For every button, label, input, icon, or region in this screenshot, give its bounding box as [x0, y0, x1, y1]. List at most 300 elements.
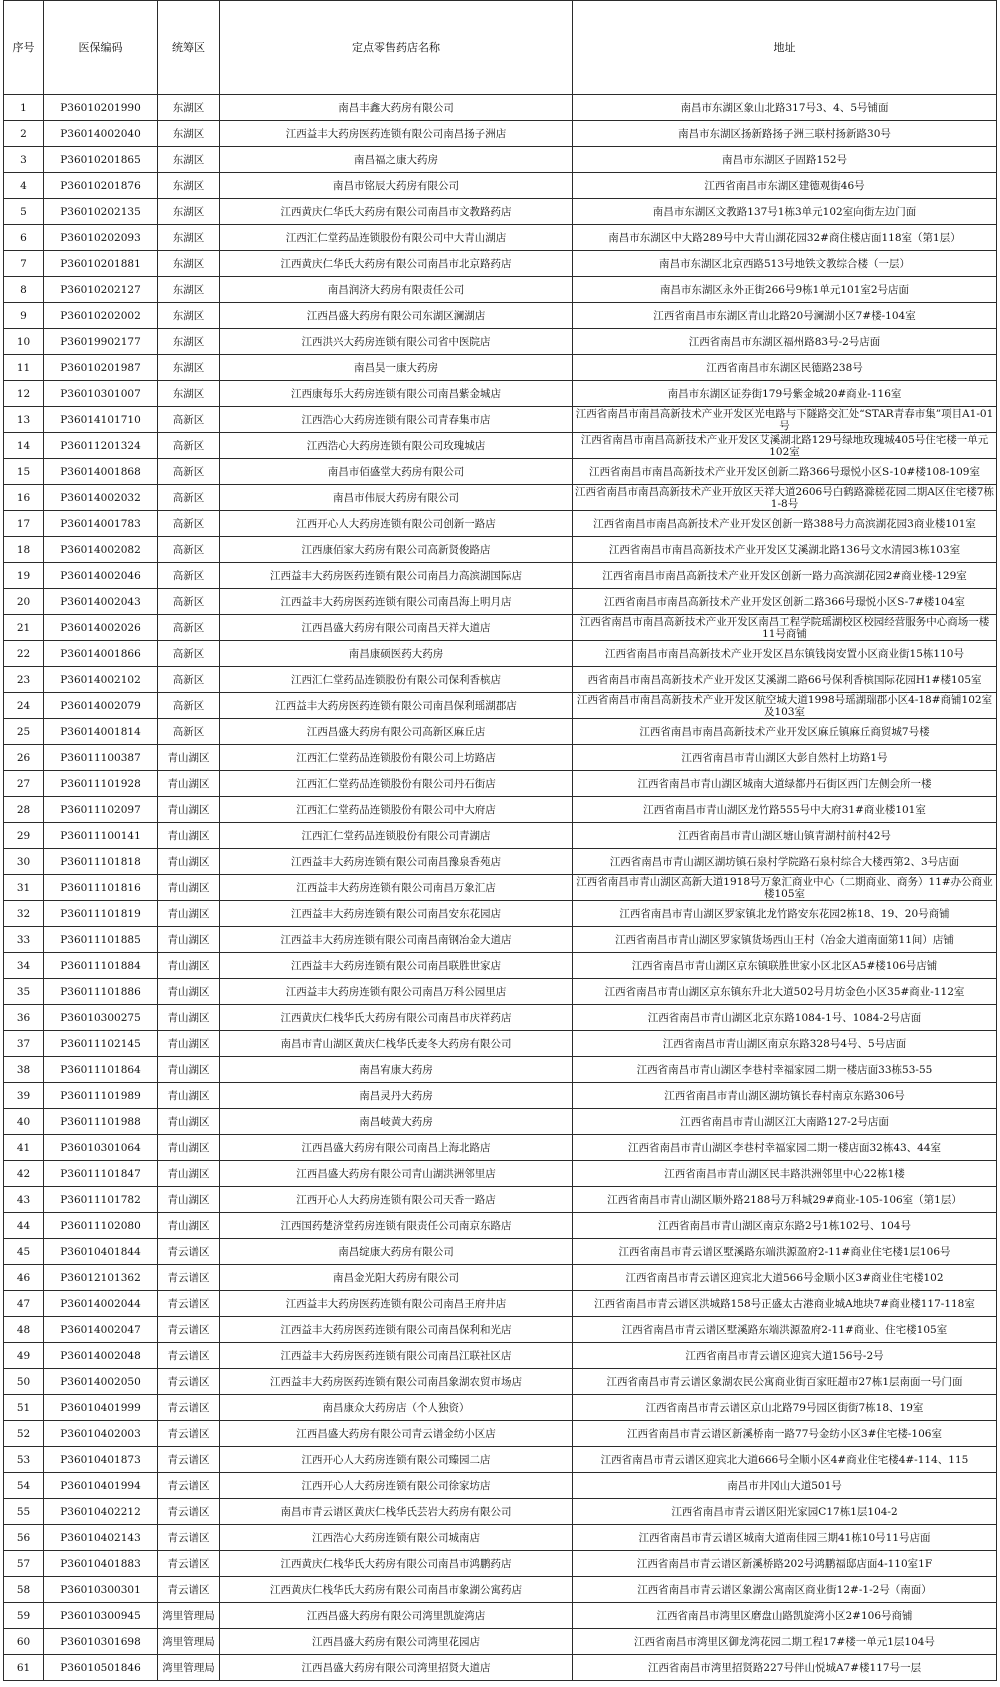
table-row	[4, 1005, 997, 1031]
table-row	[4, 745, 997, 771]
cell-index: 28	[4, 797, 44, 823]
cell-address: 江西省南昌市南昌高新技术产业开放区天祥大道2606号白鹤路滁槎花园二期A区住宅楼7栋1-8号	[573, 485, 997, 511]
cell-district: 高新区	[158, 511, 220, 537]
cell-pharmacy-name: 南昌市青山湖区黄庆仁栈华氏麦冬大药房有限公司	[220, 1031, 573, 1057]
cell-address: 南昌市东湖区象山北路317号3、4、5号铺面	[573, 95, 997, 121]
cell-district: 东湖区	[158, 95, 220, 121]
table-row	[4, 875, 997, 901]
cell-index: 32	[4, 901, 44, 927]
cell-district: 湾里管理局	[158, 1603, 220, 1629]
cell-index: 50	[4, 1369, 44, 1395]
column-header-district: 统筹区	[158, 1, 220, 95]
cell-district: 东湖区	[158, 199, 220, 225]
table-row	[4, 1577, 997, 1603]
cell-district: 青云谱区	[158, 1499, 220, 1525]
table-row	[4, 329, 997, 355]
table-row	[4, 407, 997, 433]
cell-code: P36010401883	[44, 1551, 158, 1577]
table-row	[4, 953, 997, 979]
cell-district: 东湖区	[158, 147, 220, 173]
cell-pharmacy-name: 江西汇仁堂药品连锁股份有限公司青湖店	[220, 823, 573, 849]
cell-code: P36014002043	[44, 589, 158, 615]
cell-address: 江西省南昌市南昌高新技术产业开发区航空城大道1998号瑶湖瑞郡小区4-18#商铺102室及103室	[573, 693, 997, 719]
cell-pharmacy-name: 江西昌盛大药房有限公司湾里花园店	[220, 1629, 573, 1655]
cell-district: 青云谱区	[158, 1239, 220, 1265]
table-row	[4, 849, 997, 875]
cell-pharmacy-name: 江西开心人大药房连锁有限公司徐家坊店	[220, 1473, 573, 1499]
cell-district: 青云谱区	[158, 1577, 220, 1603]
cell-pharmacy-name: 江西黄庆仁华氏大药房有限公司南昌市北京路药店	[220, 251, 573, 277]
cell-district: 高新区	[158, 693, 220, 719]
cell-address: 江西省南昌市南昌高新技术产业开发区麻丘镇麻丘商贸城7号楼	[573, 719, 997, 745]
cell-code: P36010201987	[44, 355, 158, 381]
cell-district: 东湖区	[158, 121, 220, 147]
cell-district: 青云谱区	[158, 1395, 220, 1421]
cell-index: 46	[4, 1265, 44, 1291]
cell-district: 青山湖区	[158, 1005, 220, 1031]
cell-index: 53	[4, 1447, 44, 1473]
cell-address: 江西省南昌市青山湖区民丰路洪洲邻里中心22栋1楼	[573, 1161, 997, 1187]
column-header-code: 医保编码	[44, 1, 158, 95]
cell-code: P36010202002	[44, 303, 158, 329]
cell-index: 1	[4, 95, 44, 121]
table-header	[4, 1, 997, 95]
cell-district: 高新区	[158, 615, 220, 641]
cell-district: 东湖区	[158, 251, 220, 277]
cell-address: 江西省南昌市青山湖区龙竹路555号中大府31#商业楼101室	[573, 797, 997, 823]
cell-pharmacy-name: 江西昌盛大药房有限公司湾里招贤大道店	[220, 1655, 573, 1681]
cell-pharmacy-name: 江西黄庆仁栈华氏大药房有限公司南昌市象湖公寓药店	[220, 1577, 573, 1603]
cell-code: P36010401873	[44, 1447, 158, 1473]
cell-address: 江西省南昌市湾里区御龙湾花园二期工程17#楼一单元1层104号	[573, 1629, 997, 1655]
cell-pharmacy-name: 南昌金光阳大药房有限公司	[220, 1265, 573, 1291]
cell-pharmacy-name: 江西昌盛大药房有限公司东湖区澜湖店	[220, 303, 573, 329]
cell-index: 44	[4, 1213, 44, 1239]
cell-address: 江西省南昌市东湖区青山北路20号澜湖小区7#楼-104室	[573, 303, 997, 329]
cell-code: P36010202093	[44, 225, 158, 251]
cell-pharmacy-name: 江西益丰大药房医药连锁有限公司南昌象湖农贸市场店	[220, 1369, 573, 1395]
cell-code: P36014001866	[44, 641, 158, 667]
cell-address: 江西省南昌市青山湖区李巷村幸福家园二期一楼店面33栋53-55	[573, 1057, 997, 1083]
cell-code: P36011101864	[44, 1057, 158, 1083]
cell-address: 江西省南昌市青山湖区江大南路127-2号店面	[573, 1109, 997, 1135]
cell-index: 4	[4, 173, 44, 199]
table-row	[4, 433, 997, 459]
cell-address: 江西省南昌市东湖区建德观街46号	[573, 173, 997, 199]
cell-code: P36011101928	[44, 771, 158, 797]
table-row	[4, 797, 997, 823]
cell-index: 14	[4, 433, 44, 459]
cell-code: P36014002082	[44, 537, 158, 563]
cell-address: 江西省南昌市青山湖区高新大道1918号万象汇商业中心（二期商业、商务）11#办公商业楼105室	[573, 875, 997, 901]
cell-code: P36011101819	[44, 901, 158, 927]
cell-address: 江西省南昌市青云谱区阳光家园C17栋1层104-2	[573, 1499, 997, 1525]
cell-code: P36010301007	[44, 381, 158, 407]
cell-code: P36011100387	[44, 745, 158, 771]
cell-pharmacy-name: 江西益丰大药房连锁有限公司南昌万象汇店	[220, 875, 573, 901]
table-row	[4, 823, 997, 849]
cell-code: P36010201865	[44, 147, 158, 173]
cell-address: 江西省南昌市青云谱区象湖公寓南区商业街12#-1-2号（南面）	[573, 1577, 997, 1603]
cell-code: P36014001814	[44, 719, 158, 745]
cell-index: 49	[4, 1343, 44, 1369]
cell-district: 东湖区	[158, 381, 220, 407]
cell-address: 江西省南昌市青山湖区南京东路328号4号、5号店面	[573, 1031, 997, 1057]
cell-index: 31	[4, 875, 44, 901]
cell-index: 33	[4, 927, 44, 953]
table-row	[4, 1057, 997, 1083]
cell-district: 青山湖区	[158, 745, 220, 771]
cell-code: P36011101847	[44, 1161, 158, 1187]
cell-index: 61	[4, 1655, 44, 1681]
cell-index: 22	[4, 641, 44, 667]
cell-address: 江西省南昌市青云谱区象湖农民公寓商业街百家旺超市27栋1层南面一号门面	[573, 1369, 997, 1395]
cell-index: 39	[4, 1083, 44, 1109]
cell-code: P36011101885	[44, 927, 158, 953]
cell-district: 青云谱区	[158, 1343, 220, 1369]
cell-pharmacy-name: 江西益丰大药房医药连锁有限公司南昌保利瑶湖郡店	[220, 693, 573, 719]
cell-district: 东湖区	[158, 173, 220, 199]
cell-code: P36011102145	[44, 1031, 158, 1057]
table-row	[4, 121, 997, 147]
table-row	[4, 303, 997, 329]
cell-address: 江西省南昌市青山湖区李巷村幸福家园二期一楼店面32栋43、44室	[573, 1135, 997, 1161]
cell-district: 东湖区	[158, 225, 220, 251]
cell-district: 高新区	[158, 537, 220, 563]
cell-code: P36010201876	[44, 173, 158, 199]
cell-pharmacy-name: 江西昌盛大药房有限公司南昌天祥大道店	[220, 615, 573, 641]
cell-district: 青云谱区	[158, 1265, 220, 1291]
cell-code: P36014002079	[44, 693, 158, 719]
table-row	[4, 537, 997, 563]
cell-address: 南昌市井冈山大道501号	[573, 1473, 997, 1499]
cell-address: 江西省南昌市南昌高新技术产业开发区创新一路力高滨湖花园2#商业楼-129室	[573, 563, 997, 589]
table-row	[4, 1031, 997, 1057]
cell-index: 38	[4, 1057, 44, 1083]
cell-code: P36014002040	[44, 121, 158, 147]
cell-address: 江西省南昌市南昌高新技术产业开发区创新二路366号璟悦小区S-10#楼108-109室	[573, 459, 997, 485]
cell-address: 江西省南昌市南昌高新技术产业开发区南昌工程学院瑶湖校区校园经营服务中心商场一楼11号商铺	[573, 615, 997, 641]
cell-code: P36010402003	[44, 1421, 158, 1447]
cell-address: 江西省南昌市青云谱区迎宾大道156号-2号	[573, 1343, 997, 1369]
cell-index: 48	[4, 1317, 44, 1343]
cell-pharmacy-name: 江西昌盛大药房有限公司湾里凯旋湾店	[220, 1603, 573, 1629]
cell-district: 青山湖区	[158, 1135, 220, 1161]
cell-district: 青山湖区	[158, 1109, 220, 1135]
cell-pharmacy-name: 江西浩心大药房连锁有限公司玫瑰城店	[220, 433, 573, 459]
cell-address: 江西省南昌市湾里招贤路227号伴山悦城A7#楼117号一层	[573, 1655, 997, 1681]
cell-pharmacy-name: 南昌岐黄大药房	[220, 1109, 573, 1135]
cell-address: 江西省南昌市青云谱区京山北路79号园区街街7栋18、19室	[573, 1395, 997, 1421]
cell-district: 青云谱区	[158, 1551, 220, 1577]
cell-address: 南昌市东湖区永外正街266号9栋1单元101室2号店面	[573, 277, 997, 303]
cell-index: 13	[4, 407, 44, 433]
cell-pharmacy-name: 南昌昊一康大药房	[220, 355, 573, 381]
pharmacy-table	[3, 0, 997, 1681]
cell-code: P36010401844	[44, 1239, 158, 1265]
cell-code: P36010402143	[44, 1525, 158, 1551]
cell-district: 高新区	[158, 433, 220, 459]
cell-code: P36011101884	[44, 953, 158, 979]
cell-code: P36010202127	[44, 277, 158, 303]
cell-address: 江西省南昌市南昌高新技术产业开发区艾溪湖北路136号文水清园3栋103室	[573, 537, 997, 563]
table-row	[4, 1213, 997, 1239]
cell-code: P36014002050	[44, 1369, 158, 1395]
cell-code: P36010300945	[44, 1603, 158, 1629]
cell-pharmacy-name: 江西益丰大药房医药连锁有限公司南昌力高滨湖国际店	[220, 563, 573, 589]
cell-address: 江西省南昌市青云谱区新溪桥路202号鸿鹏福邸店面4-110室1F	[573, 1551, 997, 1577]
cell-district: 高新区	[158, 407, 220, 433]
cell-code: P36014002044	[44, 1291, 158, 1317]
table-row	[4, 1135, 997, 1161]
cell-index: 6	[4, 225, 44, 251]
cell-district: 高新区	[158, 563, 220, 589]
cell-pharmacy-name: 江西益丰大药房连锁有限公司南昌万科公园里店	[220, 979, 573, 1005]
cell-pharmacy-name: 江西昌盛大药房有限公司青山湖洪洲邻里店	[220, 1161, 573, 1187]
cell-district: 高新区	[158, 459, 220, 485]
cell-district: 高新区	[158, 485, 220, 511]
cell-district: 青云谱区	[158, 1369, 220, 1395]
cell-pharmacy-name: 江西昌盛大药房有限公司青云谱金纺小区店	[220, 1421, 573, 1447]
cell-pharmacy-name: 江西康佰家大药房有限公司高新贤俊路店	[220, 537, 573, 563]
cell-district: 青山湖区	[158, 849, 220, 875]
cell-index: 37	[4, 1031, 44, 1057]
cell-index: 45	[4, 1239, 44, 1265]
cell-index: 29	[4, 823, 44, 849]
cell-pharmacy-name: 江西益丰大药房连锁有限公司南昌安东花园店	[220, 901, 573, 927]
cell-address: 江西省南昌市南昌高新技术产业开发区创新二路366号璟悦小区S-7#楼104室	[573, 589, 997, 615]
cell-address: 西省南昌市南昌高新技术产业开发区艾溪湖二路66号保利香槟国际花园H1#楼105室	[573, 667, 997, 693]
cell-address: 江西省南昌市青山湖区南京东路2号1栋102号、104号	[573, 1213, 997, 1239]
cell-address: 江西省南昌市青山湖区北京东路1084-1号、1084-2号店面	[573, 1005, 997, 1031]
table-row	[4, 927, 997, 953]
cell-pharmacy-name: 江西开心人大药房连锁有限公司天香一路店	[220, 1187, 573, 1213]
cell-address: 江西省南昌市青山湖区京东镇联胜世家小区北区A5#楼106号店铺	[573, 953, 997, 979]
cell-pharmacy-name: 江西康每乐大药房连锁有限公司南昌紫金城店	[220, 381, 573, 407]
cell-pharmacy-name: 江西汇仁堂药品连锁股份有限公司丹石街店	[220, 771, 573, 797]
cell-code: P36011201324	[44, 433, 158, 459]
cell-index: 19	[4, 563, 44, 589]
cell-index: 10	[4, 329, 44, 355]
cell-index: 56	[4, 1525, 44, 1551]
cell-index: 34	[4, 953, 44, 979]
cell-index: 27	[4, 771, 44, 797]
cell-index: 24	[4, 693, 44, 719]
cell-address: 南昌市东湖区证券街179号紫金城20#商业-116室	[573, 381, 997, 407]
cell-district: 高新区	[158, 667, 220, 693]
cell-code: P36010401999	[44, 1395, 158, 1421]
table-row	[4, 95, 997, 121]
table-row	[4, 901, 997, 927]
cell-pharmacy-name: 南昌市伟辰大药房有限公司	[220, 485, 573, 511]
cell-pharmacy-name: 江西昌盛大药房有限公司高新区麻丘店	[220, 719, 573, 745]
cell-address: 江西省南昌市湾里区磨盘山路凯旋湾小区2#106号商铺	[573, 1603, 997, 1629]
cell-index: 16	[4, 485, 44, 511]
cell-address: 江西省南昌市青云谱区城南大道南佳园三期41栋10号11号店面	[573, 1525, 997, 1551]
table-row	[4, 1629, 997, 1655]
cell-district: 青云谱区	[158, 1525, 220, 1551]
cell-index: 2	[4, 121, 44, 147]
cell-district: 青云谱区	[158, 1317, 220, 1343]
cell-district: 青云谱区	[158, 1473, 220, 1499]
cell-district: 青山湖区	[158, 901, 220, 927]
cell-index: 3	[4, 147, 44, 173]
cell-pharmacy-name: 江西益丰大药房医药连锁有限公司南昌保利和光店	[220, 1317, 573, 1343]
cell-code: P36014002046	[44, 563, 158, 589]
table-row	[4, 251, 997, 277]
cell-address: 江西省南昌市青云谱区迎宾北大道666号全顺小区4#商业住宅楼4#-114、115	[573, 1447, 997, 1473]
cell-pharmacy-name: 江西益丰大药房医药连锁有限公司南昌海上明月店	[220, 589, 573, 615]
cell-address: 江西省南昌市东湖区福州路83号-2号店面	[573, 329, 997, 355]
cell-code: P36014002047	[44, 1317, 158, 1343]
table-row	[4, 381, 997, 407]
cell-code: P36010201881	[44, 251, 158, 277]
cell-index: 52	[4, 1421, 44, 1447]
table-body	[4, 95, 997, 1681]
cell-index: 57	[4, 1551, 44, 1577]
header-row	[4, 1, 997, 95]
cell-index: 5	[4, 199, 44, 225]
cell-pharmacy-name: 江西浩心大药房连锁有限公司青春集市店	[220, 407, 573, 433]
cell-index: 42	[4, 1161, 44, 1187]
table-row	[4, 1161, 997, 1187]
cell-code: P36010202135	[44, 199, 158, 225]
cell-address: 南昌市东湖区文教路137号1栋3单元102室向街左边门面	[573, 199, 997, 225]
cell-code: P36014002102	[44, 667, 158, 693]
cell-pharmacy-name: 江西汇仁堂药品连锁股份有限公司中大府店	[220, 797, 573, 823]
cell-district: 湾里管理局	[158, 1655, 220, 1681]
table-row	[4, 173, 997, 199]
table-row	[4, 1421, 997, 1447]
cell-district: 青云谱区	[158, 1291, 220, 1317]
cell-index: 7	[4, 251, 44, 277]
cell-index: 30	[4, 849, 44, 875]
cell-code: P36014101710	[44, 407, 158, 433]
column-header-pharmacy-name: 定点零售药店名称	[220, 1, 573, 95]
cell-index: 25	[4, 719, 44, 745]
table-row	[4, 1551, 997, 1577]
table-row	[4, 693, 997, 719]
cell-code: P36010201990	[44, 95, 158, 121]
table-row	[4, 615, 997, 641]
cell-code: P36014002048	[44, 1343, 158, 1369]
table-row	[4, 979, 997, 1005]
cell-address: 江西省南昌市青山湖区城南大道绿都丹石街区西门左侧会所一楼	[573, 771, 997, 797]
cell-address: 江西省南昌市青云谱区墅溪路东端洪源盈府2-11#商业住宅楼1层106号	[573, 1239, 997, 1265]
cell-address: 江西省南昌市青山湖区湖坊镇石泉村学院路石泉村综合大楼西第2、3号店面	[573, 849, 997, 875]
cell-index: 51	[4, 1395, 44, 1421]
cell-address: 江西省南昌市青云谱区迎宾北大道566号金顺小区3#商业住宅楼102	[573, 1265, 997, 1291]
cell-code: P36014001783	[44, 511, 158, 537]
table-row	[4, 771, 997, 797]
cell-district: 青山湖区	[158, 1031, 220, 1057]
cell-index: 58	[4, 1577, 44, 1603]
table-row	[4, 459, 997, 485]
cell-address: 江西省南昌市青山湖区湖坊镇长春村南京东路306号	[573, 1083, 997, 1109]
table-row	[4, 719, 997, 745]
cell-index: 35	[4, 979, 44, 1005]
cell-code: P36010300275	[44, 1005, 158, 1031]
table-row	[4, 1499, 997, 1525]
cell-address: 江西省南昌市青山湖区塘山镇青湖村前村42号	[573, 823, 997, 849]
cell-code: P36010300301	[44, 1577, 158, 1603]
table-row	[4, 1603, 997, 1629]
cell-code: P36011102080	[44, 1213, 158, 1239]
cell-index: 55	[4, 1499, 44, 1525]
table-row	[4, 589, 997, 615]
cell-pharmacy-name: 江西益丰大药房连锁有限公司南昌联胜世家店	[220, 953, 573, 979]
cell-district: 青山湖区	[158, 797, 220, 823]
cell-address: 江西省南昌市青云谱区洪城路158号正盛太古港商业城A地块7#商业楼117-118室	[573, 1291, 997, 1317]
cell-index: 26	[4, 745, 44, 771]
cell-district: 高新区	[158, 641, 220, 667]
cell-pharmacy-name: 南昌宥康大药房	[220, 1057, 573, 1083]
cell-index: 20	[4, 589, 44, 615]
cell-district: 东湖区	[158, 355, 220, 381]
cell-code: P36011100141	[44, 823, 158, 849]
table-row	[4, 1239, 997, 1265]
table-row	[4, 1317, 997, 1343]
cell-address: 江西省南昌市青山湖区顺外路2188号万科城29#商业-105-106室（第1层）	[573, 1187, 997, 1213]
table-row	[4, 641, 997, 667]
cell-address: 南昌市东湖区北京西路513号地铁文教综合楼（一层）	[573, 251, 997, 277]
cell-code: P36014002032	[44, 485, 158, 511]
cell-code: P36011101988	[44, 1109, 158, 1135]
cell-code: P36010301698	[44, 1629, 158, 1655]
cell-index: 41	[4, 1135, 44, 1161]
table-row	[4, 1109, 997, 1135]
cell-pharmacy-name: 江西益丰大药房连锁有限公司南昌南钢冶金大道店	[220, 927, 573, 953]
cell-pharmacy-name: 南昌丰鑫大药房有限公司	[220, 95, 573, 121]
cell-address: 南昌市东湖区子固路152号	[573, 147, 997, 173]
cell-address: 江西省南昌市南昌高新技术产业开发区创新一路388号力高滨湖花园3商业楼101室	[573, 511, 997, 537]
cell-code: P36014001868	[44, 459, 158, 485]
table-row	[4, 563, 997, 589]
table-row	[4, 1473, 997, 1499]
cell-index: 43	[4, 1187, 44, 1213]
cell-pharmacy-name: 南昌康众大药房店（个人独资）	[220, 1395, 573, 1421]
cell-address: 江西省南昌市青云谱区新溪桥南一路77号金纺小区3#住宅楼-106室	[573, 1421, 997, 1447]
cell-pharmacy-name: 江西黄庆仁华氏大药房有限公司南昌市文教路药店	[220, 199, 573, 225]
table-row	[4, 1525, 997, 1551]
cell-address: 江西省南昌市青山湖区京东镇东升北大道502号月坊金色小区35#商业-112室	[573, 979, 997, 1005]
cell-district: 青山湖区	[158, 979, 220, 1005]
cell-pharmacy-name: 江西黄庆仁栈华氏大药房有限公司南昌市鸿鹏药店	[220, 1551, 573, 1577]
cell-code: P36011101816	[44, 875, 158, 901]
cell-pharmacy-name: 南昌市青云谱区黄庆仁栈华氏芸岩大药房有限公司	[220, 1499, 573, 1525]
cell-index: 18	[4, 537, 44, 563]
cell-district: 青云谱区	[158, 1421, 220, 1447]
cell-district: 青山湖区	[158, 1083, 220, 1109]
cell-code: P36011101818	[44, 849, 158, 875]
table-row	[4, 1083, 997, 1109]
cell-code: P36011102097	[44, 797, 158, 823]
table-row	[4, 1447, 997, 1473]
column-header-address: 地址	[573, 1, 997, 95]
cell-code: P36011101782	[44, 1187, 158, 1213]
cell-index: 23	[4, 667, 44, 693]
table-row	[4, 1395, 997, 1421]
column-header-index: 序号	[4, 1, 44, 95]
cell-pharmacy-name: 江西汇仁堂药品连锁股份有限公司保利香槟店	[220, 667, 573, 693]
table-row	[4, 485, 997, 511]
cell-code: P36010301064	[44, 1135, 158, 1161]
cell-address: 江西省南昌市青山湖区罗家镇北龙竹路安东花园2栋18、19、20号商铺	[573, 901, 997, 927]
cell-pharmacy-name: 江西益丰大药房医药连锁有限公司南昌王府井店	[220, 1291, 573, 1317]
cell-pharmacy-name: 江西黄庆仁栈华氏大药房有限公司南昌市庆祥药店	[220, 1005, 573, 1031]
cell-index: 40	[4, 1109, 44, 1135]
table-row	[4, 147, 997, 173]
